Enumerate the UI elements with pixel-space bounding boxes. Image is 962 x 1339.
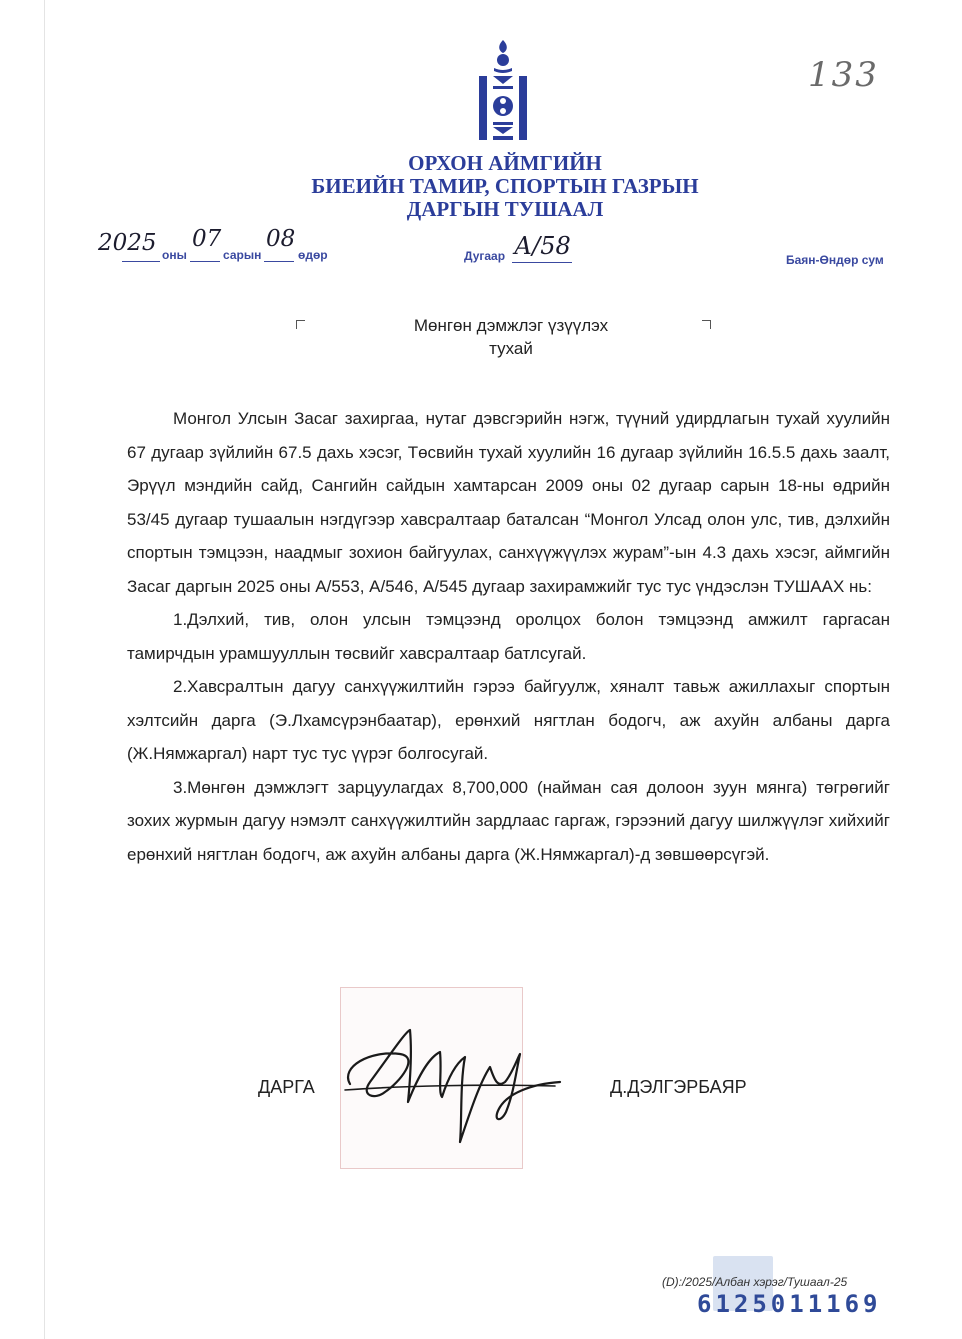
org-title-line-1: ОРХОН АЙМГИЙН [408,151,602,175]
date-day: 08 [266,226,296,252]
order-number: А/58 [514,232,571,260]
handwritten-registration-number: 133 [808,55,879,95]
date-day-blank [264,261,294,262]
clause-2: 2.Хавсралтын дагуу санхүүжилтийн гэрээ байгуулж, хяналт тавьж ажиллахыг спортын хэлтсийн дарга (Э.Лхамсүрэнбаатар), ерөнхий нягтлан бодогч, аж ахуйн албаны дарга (Ж.Нямжаргал) нарт тус тус үүрэг болгосугай. [127,677,890,763]
date-month: 07 [192,226,222,252]
soyombo-emblem-icon [475,38,531,142]
month-label: сарын [223,248,262,262]
day-label: өдөр [298,248,328,262]
file-path: (D):/2025/Албан хэрэг/Тушаал-25 [662,1275,848,1289]
org-title-line-3: ДАРГЫН ТУШААЛ [406,197,604,221]
clause-1: 1.Дэлхий, тив, олон улсын тэмцээнд оролцох болон тэмцээнд амжилт гаргасан тамирчдын урамшууллын төсвийг хавсралтаар батлсугай. [127,610,890,663]
document-header [200,152,810,221]
page-edge [44,0,45,1339]
subject-line-2: тухай [489,339,533,358]
order-number-blank [512,262,572,263]
clause-3: 3.Мөнгөн дэмжлэгт зарцуулагдах 8,700,000 (найман сая долоон зуун мянга) төгрөгийг зохих журмын дагуу нэмэлт санхүүжилтийн зардлаас гаргаж, гэрээний дагуу шилжүүлэг хийхийг ерөнхий нягтлан бодогч, аж ахуйн албаны дарга (Ж.Нямжаргал)-д зөвшөөрсүгэй. [127,777,890,864]
date-line [98,228,338,262]
document-body [127,402,890,871]
signatory-title: ДАРГА [258,1077,315,1097]
serial-number-stamp: 6125011169 [697,1290,882,1318]
date-year: 2025 [98,230,157,256]
preamble-paragraph: Монгол Улсын Засаг захиргаа, нутаг дэвсгэрийн нэгж, түүний удирдлагын тухай хуулийн 67 дугаар зүйлийн 67.5 дахь хэсэг, Төсвийн тухай хуулийн 16 дугаар зүйлийн 16.5.5 дахь заалт, Эрүүл мэндийн сайд, Сангийн сайдын хамтарсан 2009 оны 02 дугаар сарын 18-ны өдрийн 53/45 дугаар тушаалын нэгдүгээр хавсралтаар баталсан “Монгол Улсад олон улс, тив, дэлхийн спортын тэмцээн, наадмыг зохион байгуулах, санхүүжүүлэх журам”-ын 4.3 дахь хэсэг, аймгийн Засаг даргын 2025 оны А/553, А/546, А/545 дугаар захирамжийг тус тус үндэслэн ТУШААХ нь: [127,409,890,596]
order-number-line [464,232,614,266]
signatory-name: Д.ДЭЛГЭРБАЯР [610,1077,747,1097]
date-year-blank [122,261,160,262]
year-label: оны [162,248,187,262]
handwritten-signature [330,1012,570,1152]
subject-bracket-right [702,320,711,329]
number-label: Дугаар [464,249,506,263]
document-subject [380,314,642,360]
place-of-issue: Баян-Өндөр сум [786,253,884,267]
org-title-line-2: БИЕИЙН ТАМИР, СПОРТЫН ГАЗРЫН [311,174,699,198]
subject-bracket-left [296,320,305,329]
subject-line-1: Мөнгөн дэмжлэг үзүүлэх [413,316,609,335]
date-month-blank [190,261,220,262]
